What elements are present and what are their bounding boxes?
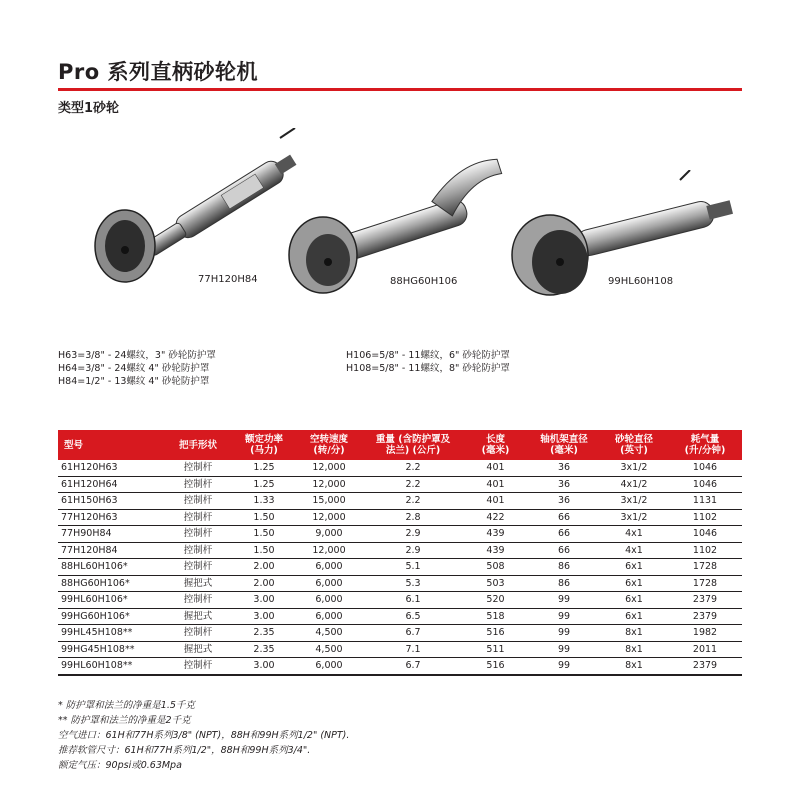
table-cell: 4x1 — [600, 526, 668, 543]
table-cell: 1.25 — [233, 460, 295, 476]
table-cell: 516 — [463, 625, 528, 642]
table-cell: 6.7 — [363, 658, 463, 675]
table-cell: 6,000 — [295, 592, 363, 609]
table-cell: 88HG60H106* — [58, 575, 163, 592]
tool-label-99hl60h108: 99HL60H108 — [608, 276, 674, 287]
table-cell: 1046 — [668, 460, 742, 476]
table-cell: 61H150H63 — [58, 493, 163, 510]
column-header: 长度 (毫米) — [481, 434, 510, 456]
table-cell: 控制杆 — [163, 592, 233, 609]
table-row — [58, 608, 742, 625]
table-cell: 1.50 — [233, 542, 295, 559]
table-row — [58, 625, 742, 642]
table-cell: 2.2 — [363, 493, 463, 510]
table-cell: 12,000 — [295, 476, 363, 493]
table-cell: 86 — [528, 575, 600, 592]
table-cell: 4x1/2 — [600, 476, 668, 493]
table-cell: 77H90H84 — [58, 526, 163, 543]
table-row — [58, 526, 742, 543]
table-row — [58, 460, 742, 476]
table-cell: 99 — [528, 658, 600, 675]
column-header: 轴机架直径 (毫米) — [540, 434, 588, 456]
thread-note: H84=1/2" - 13螺纹 4" 砂轮防护罩 — [58, 376, 210, 387]
column-header: 额定功率 (马力) — [244, 434, 283, 456]
table-row — [58, 493, 742, 510]
table-cell: 1.33 — [233, 493, 295, 510]
table-cell: 518 — [463, 608, 528, 625]
table-cell: 508 — [463, 559, 528, 576]
table-cell: 2379 — [668, 608, 742, 625]
table-cell: 6,000 — [295, 559, 363, 576]
table-cell: 4,500 — [295, 625, 363, 642]
table-row — [58, 559, 742, 576]
table-cell: 61H120H64 — [58, 476, 163, 493]
table-cell: 3.00 — [233, 658, 295, 675]
table-cell: 4,500 — [295, 641, 363, 658]
table-cell: 6,000 — [295, 575, 363, 592]
table-cell: 66 — [528, 526, 600, 543]
title-divider — [58, 88, 742, 91]
table-cell: 控制杆 — [163, 559, 233, 576]
table-cell: 1102 — [668, 509, 742, 526]
table-cell: 1046 — [668, 526, 742, 543]
table-cell: 439 — [463, 526, 528, 543]
table-row — [58, 542, 742, 559]
table-row — [58, 658, 742, 675]
table-cell: 1982 — [668, 625, 742, 642]
table-cell: 握把式 — [163, 575, 233, 592]
page-title: Pro 系列直柄砂轮机 — [58, 60, 258, 84]
table-cell: 36 — [528, 460, 600, 476]
table-cell: 控制杆 — [163, 493, 233, 510]
table-row — [58, 509, 742, 526]
table-cell: 99 — [528, 641, 600, 658]
footnote: ** 防护罩和法兰的净重是2千克 — [58, 715, 191, 726]
table-cell: 15,000 — [295, 493, 363, 510]
table-cell: 8x1 — [600, 658, 668, 675]
table-cell: 61H120H63 — [58, 460, 163, 476]
column-header: 型号 — [64, 439, 84, 451]
table-cell: 4x1 — [600, 542, 668, 559]
table-cell: 6.7 — [363, 625, 463, 642]
table-cell: 86 — [528, 559, 600, 576]
tool-label-77h120h84: 77H120H84 — [198, 274, 258, 285]
thread-note: H106=5/8" - 11螺纹，6" 砂轮防护罩 — [346, 350, 510, 361]
table-cell: 520 — [463, 592, 528, 609]
thread-notes-right — [346, 349, 510, 375]
column-header: 把手形状 — [178, 439, 217, 451]
table-cell: 3x1/2 — [600, 460, 668, 476]
table-cell: 439 — [463, 542, 528, 559]
table-cell: 控制杆 — [163, 658, 233, 675]
table-cell: 5.3 — [363, 575, 463, 592]
table-cell: 3.00 — [233, 608, 295, 625]
table-cell: 6x1 — [600, 575, 668, 592]
table-cell: 12,000 — [295, 460, 363, 476]
table-cell: 控制杆 — [163, 526, 233, 543]
table-cell: 88HL60H106* — [58, 559, 163, 576]
table-cell: 6.1 — [363, 592, 463, 609]
table-row — [58, 575, 742, 592]
spec-table — [58, 430, 742, 676]
table-cell: 99 — [528, 625, 600, 642]
table-cell: 3x1/2 — [600, 509, 668, 526]
tool-image-99hl60h108 — [505, 170, 745, 310]
table-cell: 1.25 — [233, 476, 295, 493]
table-cell: 6,000 — [295, 658, 363, 675]
section-subtitle: 类型1砂轮 — [58, 101, 120, 116]
table-cell: 2379 — [668, 658, 742, 675]
table-header-row — [58, 430, 742, 460]
table-cell: 2.00 — [233, 559, 295, 576]
table-cell: 5.1 — [363, 559, 463, 576]
table-cell: 2011 — [668, 641, 742, 658]
table-cell: 99HL45H108** — [58, 625, 163, 642]
table-cell: 503 — [463, 575, 528, 592]
footnote: * 防护罩和法兰的净重是1.5千克 — [58, 700, 195, 711]
table-cell: 控制杆 — [163, 542, 233, 559]
table-cell: 1102 — [668, 542, 742, 559]
footnote: 推荐软管尺寸：61H和77H系列1/2"，88H和99H系列3/4". — [58, 745, 311, 756]
table-cell: 2379 — [668, 592, 742, 609]
table-cell: 1.50 — [233, 526, 295, 543]
table-cell: 6x1 — [600, 592, 668, 609]
table-cell: 401 — [463, 493, 528, 510]
table-cell: 1728 — [668, 575, 742, 592]
table-cell: 401 — [463, 476, 528, 493]
table-cell: 8x1 — [600, 641, 668, 658]
table-cell: 36 — [528, 493, 600, 510]
column-header: 耗气量 (升/分钟) — [684, 434, 726, 456]
table-cell: 77H120H84 — [58, 542, 163, 559]
column-header: 砂轮直径 (英寸) — [614, 434, 653, 456]
column-header: 空转速度 (转/分) — [309, 434, 348, 456]
table-cell: 控制杆 — [163, 460, 233, 476]
table-cell: 9,000 — [295, 526, 363, 543]
table-cell: 516 — [463, 658, 528, 675]
table-cell: 99 — [528, 592, 600, 609]
table-cell: 99HG60H106* — [58, 608, 163, 625]
table-cell: 401 — [463, 460, 528, 476]
table-row — [58, 641, 742, 658]
footnote: 空气进口：61H和77H系列3/8" (NPT)，88H和99H系列1/2" (NPT). — [58, 730, 350, 741]
table-cell: 99HL60H108** — [58, 658, 163, 675]
table-cell: 2.8 — [363, 509, 463, 526]
table-cell: 422 — [463, 509, 528, 526]
table-cell: 99 — [528, 608, 600, 625]
table-cell: 77H120H63 — [58, 509, 163, 526]
table-cell: 1046 — [668, 476, 742, 493]
table-cell: 2.2 — [363, 460, 463, 476]
thread-note: H63=3/8" - 24螺纹，3" 砂轮防护罩 — [58, 350, 216, 361]
footnote: 额定气压：90psi或0.63Mpa — [58, 760, 182, 771]
table-cell: 1131 — [668, 493, 742, 510]
footnotes — [58, 698, 349, 773]
table-cell: 12,000 — [295, 542, 363, 559]
spec-table-body — [58, 460, 742, 675]
tool-label-88hg60h106: 88HG60H106 — [390, 276, 458, 287]
table-row — [58, 476, 742, 493]
table-cell: 2.9 — [363, 542, 463, 559]
table-cell: 2.00 — [233, 575, 295, 592]
table-cell: 2.35 — [233, 641, 295, 658]
thread-notes-left — [58, 349, 216, 388]
table-cell: 99HG45H108** — [58, 641, 163, 658]
table-cell: 3.00 — [233, 592, 295, 609]
table-cell: 2.2 — [363, 476, 463, 493]
thread-note: H64=3/8" - 24螺纹 4" 砂轮防护罩 — [58, 363, 210, 374]
thread-note: H108=5/8" - 11螺纹，8" 砂轮防护罩 — [346, 363, 510, 374]
column-header: 重量 (含防护罩及 法兰) (公斤) — [375, 434, 451, 456]
table-cell: 511 — [463, 641, 528, 658]
table-cell: 3x1/2 — [600, 493, 668, 510]
table-cell: 握把式 — [163, 608, 233, 625]
table-cell: 2.9 — [363, 526, 463, 543]
table-cell: 6x1 — [600, 559, 668, 576]
table-cell: 6.5 — [363, 608, 463, 625]
table-cell: 握把式 — [163, 641, 233, 658]
table-cell: 7.1 — [363, 641, 463, 658]
table-cell: 1.50 — [233, 509, 295, 526]
table-cell: 控制杆 — [163, 476, 233, 493]
table-cell: 66 — [528, 542, 600, 559]
table-cell: 99HL60H106* — [58, 592, 163, 609]
table-cell: 8x1 — [600, 625, 668, 642]
table-cell: 控制杆 — [163, 509, 233, 526]
table-cell: 36 — [528, 476, 600, 493]
table-cell: 6x1 — [600, 608, 668, 625]
table-cell: 6,000 — [295, 608, 363, 625]
table-row — [58, 592, 742, 609]
table-cell: 12,000 — [295, 509, 363, 526]
table-cell: 控制杆 — [163, 625, 233, 642]
table-cell: 2.35 — [233, 625, 295, 642]
table-cell: 1728 — [668, 559, 742, 576]
table-cell: 66 — [528, 509, 600, 526]
